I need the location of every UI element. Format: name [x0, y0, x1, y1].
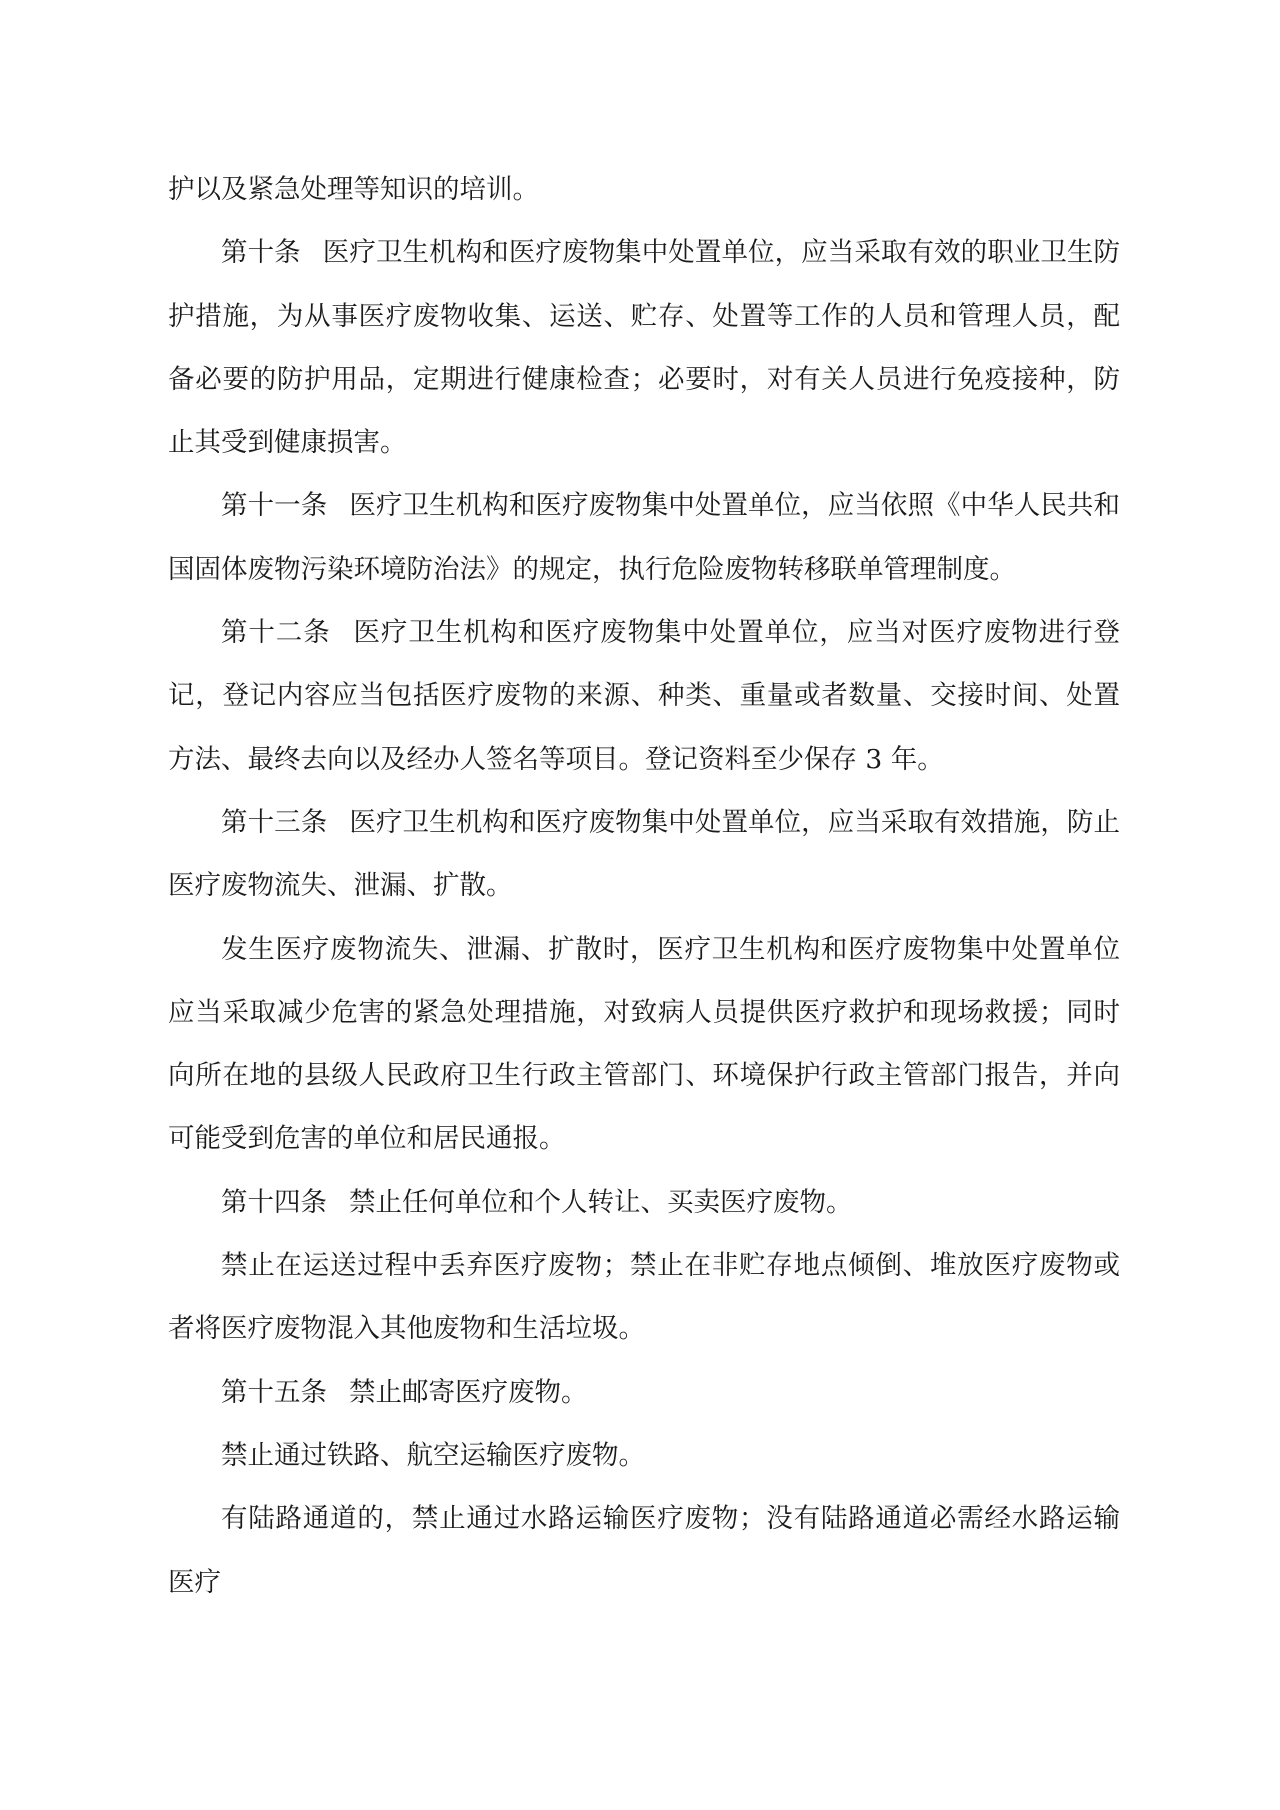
paragraph-continuation	[168, 158, 1120, 221]
paragraph	[168, 1424, 1120, 1487]
paragraph-text: 禁止在运送过程中丢弃医疗废物；禁止在非贮存地点倾倒、堆放医疗废物或者将医疗废物混入其他废物和生活垃圾。	[168, 1250, 1120, 1345]
article-14	[168, 1171, 1120, 1234]
paragraph-text: 护以及紧急处理等知识的培训。	[168, 174, 539, 205]
paragraph-text: 医疗卫生机构和医疗废物集中处置单位，应当对医疗废物进行登记，登记内容应当包括医疗废物的来源、种类、重量或者数量、交接时间、处置方法、最终去向以及经办人签名等项目。登记资料至少保存 3 年。	[168, 617, 1120, 775]
paragraph-text: 医疗卫生机构和医疗废物集中处置单位，应当采取有效的职业卫生防护措施，为从事医疗废物收集、运送、贮存、处置等工作的人员和管理人员，配备必要的防护用品，定期进行健康检查；必要时，对有关人员进行免疫接种，防止其受到健康损害。	[168, 237, 1121, 459]
paragraph-text: 禁止任何单位和个人转让、买卖医疗废物。	[349, 1186, 853, 1218]
article-number: 第十条	[221, 237, 301, 269]
article-number: 第十二条	[221, 617, 331, 649]
paragraph-text: 医疗卫生机构和医疗废物集中处置单位，应当依照《中华人民共和国固体废物污染环境防治法》的规定，执行危险废物转移联单管理制度。	[168, 490, 1121, 585]
paragraph-text: 禁止邮寄医疗废物。	[349, 1376, 588, 1408]
document-body	[168, 158, 1120, 1614]
article-12	[168, 601, 1120, 791]
paragraph-text: 发生医疗废物流失、泄漏、扩散时，医疗卫生机构和医疗废物集中处置单位应当采取减少危害的紧急处理措施，对致病人员提供医疗救护和现场救援；同时向所在地的县级人民政府卫生行政主管部门、环境保护行政主管部门报告，并向可能受到危害的单位和居民通报。	[168, 933, 1120, 1155]
article-13	[168, 791, 1120, 918]
article-number: 第十五条	[221, 1376, 327, 1408]
article-15	[168, 1361, 1120, 1424]
article-number: 第十一条	[221, 490, 328, 522]
paragraph-text: 医疗卫生机构和医疗废物集中处置单位，应当采取有效措施，防止医疗废物流失、泄漏、扩散。	[168, 806, 1121, 902]
paragraph	[168, 1487, 1120, 1614]
paragraph	[168, 1234, 1120, 1361]
article-10	[168, 221, 1120, 474]
paragraph-text: 禁止通过铁路、航空运输医疗废物。	[221, 1439, 645, 1471]
paragraph	[168, 918, 1120, 1171]
article-number: 第十四条	[221, 1186, 327, 1218]
article-number: 第十三条	[221, 806, 328, 838]
article-11	[168, 474, 1120, 601]
paragraph-text: 有陆路通道的，禁止通过水路运输医疗废物；没有陆路通道必需经水路运输医疗	[168, 1503, 1120, 1598]
